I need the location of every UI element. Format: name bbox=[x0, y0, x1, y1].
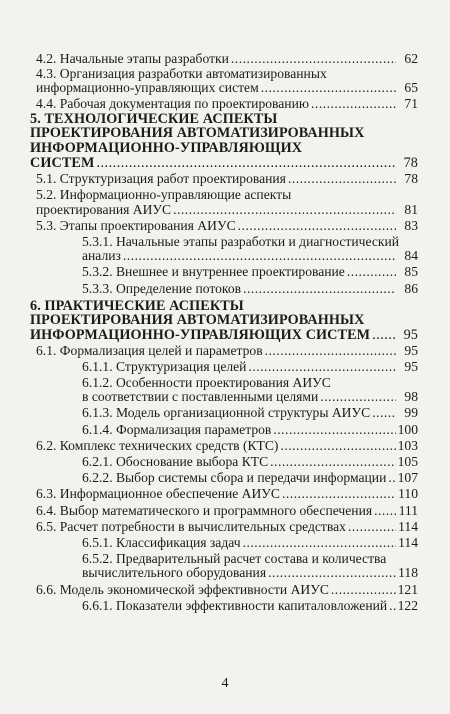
toc-page-number: 107 bbox=[397, 470, 418, 486]
toc-page-number: 111 bbox=[398, 502, 418, 518]
page-number: 4 bbox=[221, 676, 229, 691]
toc-entry-5-3-2 bbox=[30, 265, 418, 279]
toc-entry-title: 6.1.2. Особенности проектирования АИУС bbox=[82, 375, 331, 390]
toc-entry-5-3-1 bbox=[30, 235, 418, 263]
toc-entry-title: 4.4. Рабочая документация по проектированию bbox=[36, 95, 310, 111]
toc-entry-title: 6.1. Формализация целей и параметров bbox=[36, 342, 263, 358]
toc-entry-6-5 bbox=[30, 520, 418, 534]
leader-dots bbox=[238, 219, 396, 233]
toc-page-number: 78 bbox=[404, 171, 418, 187]
leader-dots bbox=[320, 390, 396, 404]
toc-page-number: 71 bbox=[404, 95, 418, 111]
toc-entry-title: 6.4. Выбор математического и программного обеспечения bbox=[36, 502, 373, 518]
chapter-title-cont: ПРОЕКТИРОВАНИЯ АВТОМАТИЗИРОВАННЫХ bbox=[30, 125, 365, 142]
toc-entry-title: 6.1.3. Модель организационной структуры АИУС bbox=[82, 405, 371, 421]
toc-entry-title: 6.5. Расчет потребности в вычислительных средствах bbox=[36, 518, 346, 534]
leader-dots bbox=[243, 536, 396, 550]
table-of-contents bbox=[30, 52, 418, 613]
chapter-title-cont: ПРОЕКТИРОВАНИЯ АВТОМАТИЗИРОВАННЫХ bbox=[30, 312, 365, 329]
toc-entry-title-cont: в соответствии с поставленными целями bbox=[82, 389, 319, 405]
leader-dots bbox=[261, 81, 396, 95]
chapter-title-cont: ИНФОРМАЦИОННО-УПРАВЛЯЮЩИХ bbox=[30, 140, 303, 156]
leader-dots bbox=[347, 265, 396, 279]
toc-page-number: 65 bbox=[404, 80, 418, 96]
toc-entry-6-1 bbox=[30, 344, 418, 358]
toc-entry-title: 5.3.3. Определение потоков bbox=[82, 280, 242, 296]
leader-dots bbox=[265, 344, 396, 358]
toc-entry-title: 6.3. Информационное обеспечение АИУС bbox=[36, 486, 280, 502]
toc-entry-title: 6.1.1. Структуризация целей bbox=[82, 358, 247, 374]
toc-entry-title: 5.3. Этапы проектирования АИУС bbox=[36, 217, 236, 233]
toc-entry-6-1-4 bbox=[30, 423, 418, 437]
toc-page-number: 84 bbox=[404, 248, 418, 264]
chapter-title-cont: ИНФОРМАЦИОННО-УПРАВЛЯЮЩИХ СИСТЕМ bbox=[30, 327, 371, 343]
toc-entry-title-cont: анализ bbox=[82, 248, 121, 264]
leader-dots bbox=[96, 156, 396, 171]
toc-chapter-6 bbox=[30, 299, 418, 343]
toc-entry-5-1 bbox=[30, 172, 418, 186]
toc-page-number: 122 bbox=[397, 597, 418, 613]
toc-entry-6-6 bbox=[30, 583, 418, 597]
leader-dots bbox=[123, 249, 396, 263]
toc-page-number: 95 bbox=[403, 327, 418, 343]
toc-page-number: 100 bbox=[397, 421, 418, 437]
toc-entry-title-cont: вычислительного оборудования bbox=[82, 565, 267, 581]
toc-page-number: 81 bbox=[404, 201, 418, 217]
toc-entry-4-3 bbox=[30, 67, 418, 95]
toc-page-number: 86 bbox=[404, 280, 418, 296]
leader-dots bbox=[389, 599, 395, 613]
leader-dots bbox=[268, 566, 396, 580]
toc-page-number: 110 bbox=[398, 486, 418, 502]
leader-dots bbox=[270, 455, 395, 469]
toc-entry-title: 6.6. Модель экономической эффективности АИУС bbox=[36, 581, 329, 597]
leader-dots bbox=[372, 328, 396, 343]
toc-page-number: 99 bbox=[404, 405, 418, 421]
toc-entry-title: 6.2.2. Выбор системы сбора и передачи информации bbox=[82, 470, 387, 486]
toc-entry-5-3-3 bbox=[30, 282, 418, 296]
toc-page-number: 121 bbox=[397, 581, 418, 597]
toc-entry-title: 4.2. Начальные этапы разработки bbox=[36, 51, 229, 66]
toc-page-number: 114 bbox=[398, 535, 418, 551]
toc-entry-6-5-1 bbox=[30, 536, 418, 550]
toc-page-number: 105 bbox=[397, 454, 418, 470]
leader-dots bbox=[372, 406, 396, 420]
toc-entry-title: 4.3. Организация разработки автоматизированных bbox=[36, 66, 327, 82]
leader-dots bbox=[311, 97, 396, 111]
toc-chapter-5 bbox=[30, 112, 418, 170]
toc-page-number: 114 bbox=[398, 518, 418, 534]
toc-entry-6-4 bbox=[30, 504, 418, 518]
toc-entry-title: 6.6.1. Показатели эффективности капиталовложений bbox=[82, 597, 388, 613]
leader-dots bbox=[282, 487, 396, 501]
toc-page-number: 95 bbox=[404, 342, 418, 358]
toc-entry-6-2 bbox=[30, 439, 418, 453]
leader-dots bbox=[273, 423, 395, 437]
leader-dots bbox=[243, 282, 396, 296]
chapter-title: 6. ПРАКТИЧЕСКИЕ АСПЕКТЫ bbox=[30, 297, 244, 314]
leader-dots bbox=[231, 52, 396, 66]
leader-dots bbox=[288, 172, 396, 186]
toc-entry-6-1-1 bbox=[30, 360, 418, 374]
toc-page-number: 103 bbox=[397, 437, 418, 453]
toc-entry-4-4 bbox=[30, 97, 418, 111]
toc-page-number: 62 bbox=[404, 51, 418, 66]
toc-entry-title: 6.5.1. Классификация задач bbox=[82, 535, 241, 551]
leader-dots bbox=[388, 471, 395, 485]
toc-page-number: 118 bbox=[398, 565, 418, 581]
toc-entry-6-1-3 bbox=[30, 406, 418, 420]
toc-entry-6-2-1 bbox=[30, 455, 418, 469]
chapter-title-cont: СИСТЕМ bbox=[30, 154, 95, 171]
toc-entry-6-1-2 bbox=[30, 376, 418, 404]
leader-dots bbox=[280, 439, 395, 453]
toc-entry-title-cont: информационно-управляющих систем bbox=[36, 80, 259, 96]
chapter-title: 5. ТЕХНОЛОГИЧЕСКИЕ АСПЕКТЫ bbox=[30, 110, 278, 127]
leader-dots bbox=[374, 504, 396, 518]
toc-entry-title: 5.3.1. Начальные этапы разработки и диагностический bbox=[82, 234, 400, 249]
toc-page-number: 78 bbox=[403, 154, 418, 171]
toc-entry-title: 6.1.4. Формализация параметров bbox=[82, 421, 272, 437]
toc-entry-6-5-2 bbox=[30, 552, 418, 580]
toc-entry-6-2-2 bbox=[30, 471, 418, 485]
toc-entry-title: 5.3.2. Внешнее и внутреннее проектирование bbox=[82, 264, 345, 280]
toc-page-number: 85 bbox=[404, 264, 418, 280]
toc-page-number: 98 bbox=[404, 389, 418, 405]
toc-entry-title: 6.5.2. Предварительный расчет состава и количества bbox=[82, 551, 387, 567]
leader-dots bbox=[331, 583, 396, 597]
toc-entry-5-3 bbox=[30, 219, 418, 233]
leader-dots bbox=[348, 520, 396, 534]
toc-entry-6-6-1 bbox=[30, 599, 418, 613]
toc-entry-6-3 bbox=[30, 487, 418, 501]
toc-entry-title-cont: проектирования АИУС bbox=[36, 201, 172, 217]
leader-dots bbox=[173, 203, 396, 217]
toc-entry-title: 5.1. Структуризация работ проектирования bbox=[36, 171, 286, 187]
leader-dots bbox=[248, 360, 396, 374]
toc-entry-4-2 bbox=[30, 52, 418, 66]
toc-page-number: 95 bbox=[404, 358, 418, 374]
toc-entry-5-2 bbox=[30, 188, 418, 216]
toc-page-number: 83 bbox=[404, 217, 418, 233]
toc-entry-title: 6.2. Комплекс технических средств (КТС) bbox=[36, 437, 279, 453]
toc-entry-title: 6.2.1. Обоснование выбора КТС bbox=[82, 454, 269, 470]
toc-entry-title: 5.2. Информационно-управляющие аспекты bbox=[36, 187, 292, 203]
